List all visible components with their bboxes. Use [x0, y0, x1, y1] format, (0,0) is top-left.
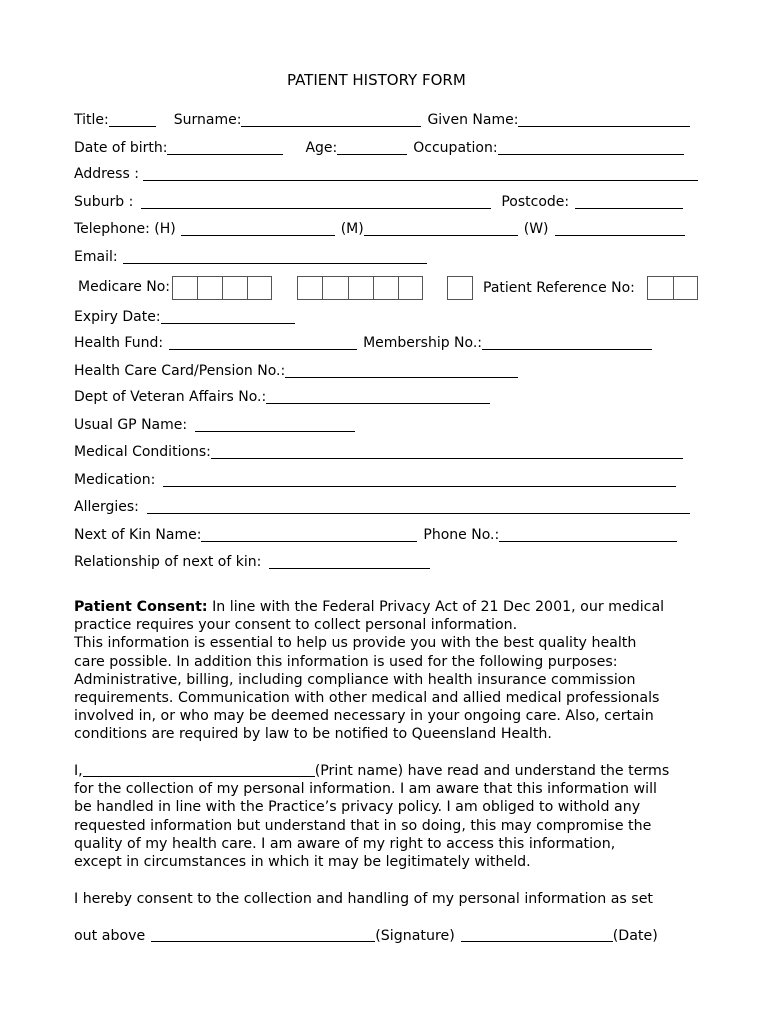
suburb-row	[74, 188, 683, 210]
consent-line: care possible. In addition this information is used for the following purposes:	[74, 653, 618, 670]
relationship-field[interactable]	[269, 554, 430, 569]
dob-label: Date of birth:	[74, 140, 168, 156]
expiry-field[interactable]	[161, 309, 295, 324]
date-label: (Date)	[612, 928, 658, 944]
dva-field[interactable]	[266, 389, 490, 404]
consent-paragraph	[74, 598, 704, 744]
health-care-card-field[interactable]	[285, 363, 518, 378]
acknowledgement-paragraph	[74, 762, 704, 871]
dob-row	[74, 134, 684, 156]
telephone-home-field[interactable]	[181, 221, 335, 236]
consent-line: requirements. Communication with other medical and allied medical professionals	[74, 690, 660, 707]
phone-field[interactable]	[499, 527, 677, 542]
patient-reference-boxes[interactable]	[647, 276, 698, 300]
medication-label: Medication:	[74, 472, 156, 488]
address-row	[74, 160, 698, 182]
title-field[interactable]	[109, 112, 156, 127]
postcode-label: Postcode:	[501, 194, 570, 210]
dva-row	[74, 383, 490, 405]
telephone-home-label: Telephone: (H)	[74, 221, 176, 237]
date-field[interactable]	[461, 927, 613, 942]
address-field[interactable]	[143, 166, 698, 181]
patient-reference-label: Patient Reference No:	[483, 280, 635, 296]
occupation-field[interactable]	[498, 140, 684, 155]
telephone-row	[74, 215, 685, 237]
medical-conditions-label: Medical Conditions:	[74, 444, 211, 460]
acknowledgement-line: requested information but understand that in so doing, this may compromise the	[74, 817, 652, 834]
occupation-label: Occupation:	[413, 140, 498, 156]
consent-line: practice requires your consent to collect personal information.	[74, 617, 518, 634]
medicare-boxes-group1[interactable]	[172, 276, 272, 300]
allergies-row	[74, 493, 690, 515]
gp-field[interactable]	[195, 417, 355, 432]
next-of-kin-label: Next of Kin Name:	[74, 527, 202, 543]
consent-line: conditions are required by law to be notified to Queensland Health.	[74, 726, 552, 743]
acknowledgement-line: except in circumstances in which it may be legitimately witheld.	[74, 854, 531, 871]
surname-field[interactable]	[241, 112, 421, 127]
out-above-label: out above	[74, 928, 146, 944]
acknowledgement-line-1: (Print name) have read and understand the terms	[314, 763, 670, 779]
surname-label: Surname:	[173, 112, 242, 128]
acknowledgement-line: for the collection of my personal information. I am aware that this information will	[74, 781, 657, 798]
email-field[interactable]	[123, 249, 427, 264]
title-label: Title:	[74, 112, 109, 128]
signature-field[interactable]	[151, 927, 375, 942]
age-label: Age:	[305, 140, 338, 156]
postcode-field[interactable]	[575, 194, 683, 209]
telephone-work-label: (W)	[523, 221, 549, 237]
telephone-work-field[interactable]	[555, 221, 685, 236]
print-name-field[interactable]	[83, 762, 315, 777]
address-label: Address :	[74, 166, 139, 182]
expiry-label: Expiry Date:	[74, 309, 161, 325]
health-fund-label: Health Fund:	[74, 335, 164, 351]
medical-conditions-row	[74, 438, 683, 460]
consent-statement: I hereby consent to the collection and handling of my personal information as set	[74, 891, 653, 907]
health-fund-row	[74, 329, 652, 351]
medicare-boxes-group3[interactable]	[447, 276, 473, 300]
medicare-label: Medicare No:	[78, 279, 171, 295]
health-care-card-label: Health Care Card/Pension No.:	[74, 363, 286, 379]
relationship-label: Relationship of next of kin:	[74, 554, 262, 570]
gp-row	[74, 411, 355, 433]
signature-label: (Signature)	[375, 928, 455, 944]
telephone-mobile-field[interactable]	[364, 221, 518, 236]
phone-label: Phone No.:	[423, 527, 500, 543]
given-name-label: Given Name:	[427, 112, 519, 128]
gp-label: Usual GP Name:	[74, 417, 188, 433]
age-field[interactable]	[337, 140, 407, 155]
health-care-card-row	[74, 357, 518, 379]
acknowledgement-line: be handled in line with the Practice’s privacy policy. I am obliged to withold any	[74, 799, 641, 816]
consent-line: involved in, or who may be deemed necessary in your ongoing care. Also, certain	[74, 708, 654, 725]
email-row	[74, 243, 427, 265]
membership-label: Membership No.:	[363, 335, 483, 351]
suburb-field[interactable]	[141, 194, 491, 209]
acknowledgement-line: quality of my health care. I am aware of my right to access this information,	[74, 835, 616, 852]
medication-row	[74, 466, 676, 488]
dva-label: Dept of Veteran Affairs No.:	[74, 389, 267, 405]
next-of-kin-field[interactable]	[201, 527, 417, 542]
telephone-mobile-label: (M)	[340, 221, 364, 237]
name-row	[74, 106, 690, 128]
health-fund-field[interactable]	[169, 335, 357, 350]
medicare-boxes-group2[interactable]	[297, 276, 423, 300]
expiry-row	[74, 303, 295, 325]
acknowledgement-prefix: I,	[74, 763, 83, 779]
consent-heading: Patient Consent:	[74, 599, 208, 615]
allergies-label: Allergies:	[74, 499, 139, 515]
given-name-field[interactable]	[518, 112, 690, 127]
medical-conditions-field[interactable]	[211, 444, 683, 459]
next-of-kin-row	[74, 521, 677, 543]
signature-row	[74, 927, 704, 945]
suburb-label: Suburb :	[74, 194, 134, 210]
dob-field[interactable]	[167, 140, 283, 155]
allergies-field[interactable]	[147, 499, 690, 514]
membership-field[interactable]	[482, 335, 652, 350]
medication-field[interactable]	[163, 472, 676, 487]
relationship-row	[74, 548, 430, 570]
form-title: PATIENT HISTORY FORM	[287, 71, 466, 89]
consent-line-1: In line with the Federal Privacy Act of 21 Dec 2001, our medical	[207, 599, 665, 615]
consent-line: This information is essential to help us provide you with the best quality health	[74, 635, 637, 652]
consent-line: Administrative, billing, including compliance with health insurance commission	[74, 671, 636, 688]
email-label: Email:	[74, 249, 118, 265]
